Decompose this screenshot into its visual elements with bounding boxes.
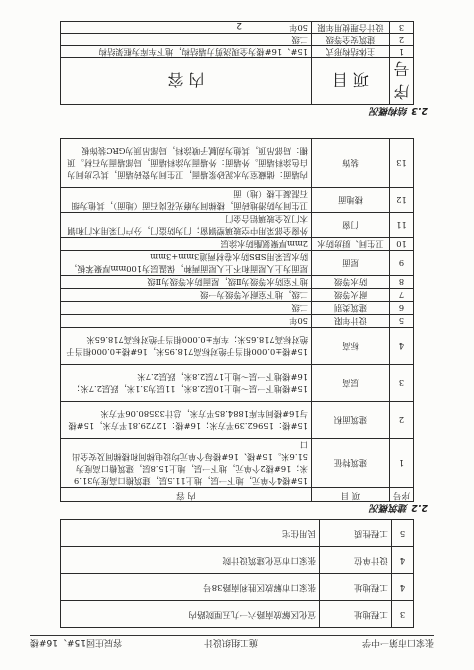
table-row [61, 213, 414, 238]
row-item: 楼地面 [312, 188, 390, 213]
row-label: 工程地址 [320, 601, 392, 628]
row-number: 3 [390, 22, 414, 34]
row-number: 3 [390, 365, 414, 402]
row-item: 卫生间、厨房防水 [312, 238, 390, 251]
row-number: 8 [390, 276, 414, 289]
table-header-row [61, 488, 414, 502]
row-number: 13 [390, 139, 414, 188]
row-number: 5 [392, 520, 414, 547]
column-header-item: 项 目 [312, 488, 390, 502]
header-right-text: 容辰庄园15#、16#楼 [30, 637, 122, 647]
row-item: 标高 [312, 328, 390, 365]
row-content: 15#楼4个单元，地下一层，地上11.5层，建筑檐口高度为31.9米；16#楼2个单元，地下一层，地上15.8层，建筑檐口高度为51.6米。15#楼、16#楼每个单元均设电梯间和楼梯间及安全出口 [61, 439, 312, 488]
section-title-structure: 2.3 结构概况 [369, 105, 428, 116]
table-row [61, 439, 414, 488]
table-row [61, 601, 414, 628]
row-content: 15#、16#楼为全现浇剪力墙结构，地下车库为框架结构 [61, 46, 312, 58]
row-value: 宣化区解放南路六一九五厘院路内 [61, 601, 320, 628]
table-row [61, 328, 414, 365]
row-item: 层高 [312, 365, 390, 402]
row-value: 张家口市解放区胜利南路38号 [61, 574, 320, 601]
row-number: 10 [390, 238, 414, 251]
row-value: 民用住宅 [61, 520, 320, 547]
row-number: 4 [392, 574, 414, 601]
row-item: 设计合理使用年限 [312, 22, 390, 34]
row-label: 工程地址 [320, 574, 392, 601]
column-header-number: 序号 [390, 58, 414, 105]
row-label: 设计单位 [320, 547, 392, 574]
row-number: 9 [390, 251, 414, 276]
row-number: 1 [390, 439, 414, 488]
row-content: 15#楼±0.000相当于绝对标高718.95米，16#楼±0.000相当于绝对标高718.65米；车库±0.000相当于绝对标高718.65米 [61, 328, 312, 365]
table-row [61, 188, 414, 213]
row-content: 二级，地下室耐火等级为一级 [61, 289, 312, 302]
table-row [61, 276, 414, 289]
row-item: 耐火等级 [312, 289, 390, 302]
row-number: 5 [390, 315, 414, 328]
row-item: 防水等级 [312, 276, 390, 289]
row-number: 2 [390, 402, 414, 439]
table-row [61, 46, 414, 58]
row-content: 二级 [61, 34, 312, 46]
table-row [61, 547, 414, 574]
row-item: 建筑特征 [312, 439, 390, 488]
row-item: 屋面 [312, 251, 390, 276]
row-number: 3 [392, 601, 414, 628]
row-number: 7 [390, 289, 414, 302]
row-content: 外窗全部采用中空玻璃塑钢窗；门为防盗门，分户门采用木门和钢木门及全玻璃铝合金门 [61, 213, 312, 238]
column-header-content: 内 容 [61, 488, 312, 502]
row-content: 地下室防水等级为Ⅱ级，屋面防水等级为Ⅱ级 [61, 276, 312, 289]
column-header-content: 内 容 [61, 58, 312, 105]
table-row [61, 574, 414, 601]
table-row [61, 315, 414, 328]
header-left-text: 张家口市第一中学 [361, 637, 434, 647]
row-item: 门窗 [312, 213, 390, 238]
page-number: 2 [236, 20, 242, 30]
row-number: 11 [390, 213, 414, 238]
row-content: 二级 [61, 302, 312, 315]
row-label: 工程性质 [320, 520, 392, 547]
table-row [61, 365, 414, 402]
row-number: 6 [390, 302, 414, 315]
table-header-row [61, 58, 414, 105]
project-info-table [60, 519, 414, 628]
table-row [61, 402, 414, 439]
row-content: 内墙面：储藏室为水泥砂浆墙面，卫生间为瓷砖墙面，其它房间为白色涂料墙面。外墙面：外墙面为涂料墙面，局部墙面为石材。顶棚：局部吊顶，其他为刮腻子喷涂料，局部吊顶为GRC装饰板 [61, 139, 312, 188]
table-row [61, 238, 414, 251]
structure-overview-table [60, 21, 414, 105]
row-content: 2mm厚聚氨酯防水涂层 [61, 238, 312, 251]
building-overview-table [60, 139, 414, 503]
row-item: 建筑安全等级 [312, 34, 390, 46]
row-item: 设计年限 [312, 315, 390, 328]
header-center-text: 施工组织设计 [203, 637, 258, 647]
page-header [30, 635, 434, 650]
row-number: 12 [390, 188, 414, 213]
row-number: 1 [390, 46, 414, 58]
row-content: 15#楼地下一层～地上10层2.8米，11层为3.1米，跃层2.7米；16#楼地下一层～地上17层2.8米，跃层2.7米 [61, 365, 312, 402]
column-header-item: 项 目 [312, 58, 390, 105]
row-item: 装饰 [312, 139, 390, 188]
row-item: 主体结构形式 [312, 46, 390, 58]
row-item: 建筑类别 [312, 302, 390, 315]
row-item: 建筑面积 [312, 402, 390, 439]
row-content: 卫生间为防滑地砖面，楼梯间为磨光花岗石面（地面），其他为细石混凝土楼（地）面 [61, 188, 312, 213]
table-row [61, 302, 414, 315]
row-value: 张家口市宣化建筑设计院 [61, 547, 320, 574]
row-content: 屋面为上人屋面和不上人屋面两种，保温层为100mm厚聚苯板，防水层采用SBS防水卷材两道3mm+3mm [61, 251, 312, 276]
table-row [61, 34, 414, 46]
row-number: 2 [390, 34, 414, 46]
table-row [61, 289, 414, 302]
table-row [61, 139, 414, 188]
table-row [61, 520, 414, 547]
row-content: 50年 [61, 22, 312, 34]
row-number: 4 [390, 328, 414, 365]
table-row [61, 251, 414, 276]
section-title-building: 2.2 建筑概况 [369, 502, 428, 513]
column-header-number: 序号 [390, 488, 414, 502]
row-number: 4 [392, 547, 414, 574]
row-content: 15#楼：15962.39平方米；16#楼：12729.81平方米，15#楼与16#楼间车库1884.85平方米，总计33580.06平方米 [61, 402, 312, 439]
row-content: 50年 [61, 315, 312, 328]
